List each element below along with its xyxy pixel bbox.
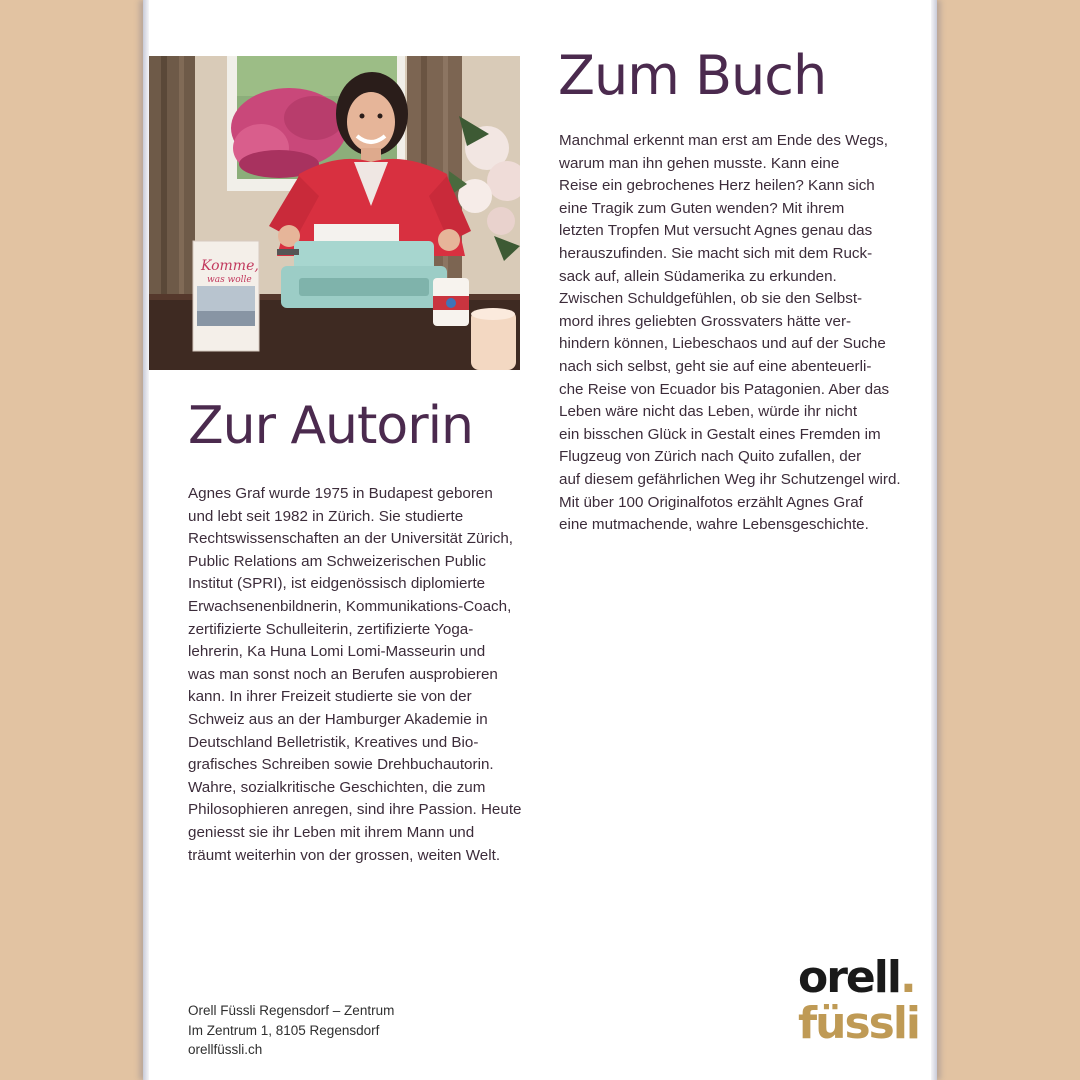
- logo-orell-text: orell: [798, 952, 900, 1003]
- logo-word-fuessli: füssli: [798, 998, 920, 1049]
- book-title-line2: was wolle: [207, 275, 252, 285]
- store-address: [188, 1001, 394, 1060]
- address-website-link[interactable]: orellfüssli.ch: [188, 1042, 263, 1057]
- book-title-line1: Komme,: [201, 258, 259, 274]
- author-photo: [149, 56, 520, 370]
- flyer-page: [143, 0, 937, 1080]
- page-edge-right: [931, 0, 937, 1080]
- heading-zur-autorin: Zur Autorin: [188, 396, 474, 456]
- heading-zum-buch: Zum Buch: [558, 44, 827, 107]
- address-store-name: Orell Füssli Regensdorf – Zentrum: [188, 1003, 395, 1018]
- address-street: Im Zentrum 1, 8105 Regensdorf: [188, 1022, 380, 1038]
- logo-dot: .: [899, 952, 915, 1003]
- logo-word-orell: [798, 952, 915, 1003]
- author-bio: Agnes Graf wurde 1975 in Budapest geboren und lebt seit 1982 in Zürich. Sie studierte Rechtswissenschaften an der Universität Zürich, Public Relations am Schweizerischen Public Institut (SPRI), ist eidgenössisch diplomierte Erwachsenenbildnerin, Kommunikations-Coach, zertifizierte Schulleiterin, zertifizierte Yoga- lehrerin, Ka Huna Lomi Lomi-Masseurin und was man sonst noch an Berufen ausprobieren kann. In ihrer Freizeit studierte sie von der Schweiz aus an der Hamburger Akademie in Deutschland Belletristik, Kreatives und Bio- grafisches Schreiben sowie Drehbuchautorin. Wahre, sozialkritische Geschichten, die zum Philosophieren anregen, sind ihre Passion. Heute geniesst sie ihr Leben mit ihrem Mann und träumt weiterhin von der grossen, weiten Welt.: [188, 485, 522, 864]
- book-description: Manchmal erkennt man erst am Ende des Wegs, warum man ihn gehen musste. Kann eine Reise ein gebrochenes Herz heilen? Kann sich eine Tragik zum Guten wenden? Mit ihrem letzten Tropfen Mut versucht Agnes genau das herauszufinden. Sie macht sich mit dem Ruck- sack auf, allein Südamerika zu erkunden. Zwischen Schuldgefühlen, ob sie den Selbst- mord ihres geliebten Grossvaters hätte ver- hindern können, Liebeschaos und auf der Suche nach sich selbst, geht sie auf eine abenteuerli- che Reise von Ecuador bis Patagonien. Aber das Leben wäre nicht das Leben, würde ihr nicht ein bisschen Glück in Gestalt eines Fremden im Flugzeug von Zürich nach Quito zufallen, der auf diesem gefährlichen Weg ihr Schutzengel wird. Mit über 100 Originalfotos erzählt Agnes Graf eine mutmachende, wahre Lebensgeschichte.: [559, 132, 901, 534]
- orell-fuessli-logo: [798, 952, 920, 1049]
